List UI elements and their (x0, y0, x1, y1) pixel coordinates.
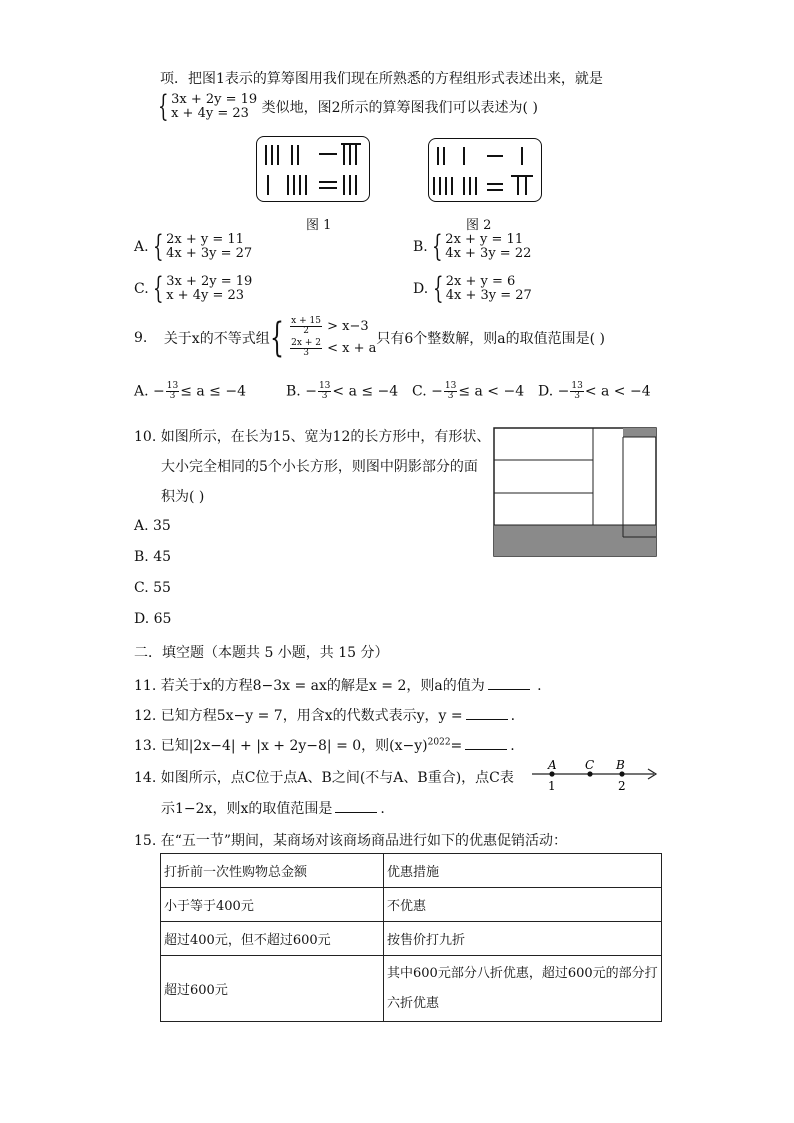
option-pre: − (431, 383, 443, 400)
table-cell: 超过600元 (161, 956, 384, 1022)
q13 (134, 735, 515, 755)
table-header-cell: 打折前一次性购物总金额 (161, 854, 384, 888)
table-cell: 小于等于400元 (161, 888, 384, 922)
table-cell: 按售价打九折 (384, 922, 662, 956)
given-eq1: 3x + 2y = 19 (171, 92, 258, 107)
promotion-table (160, 853, 662, 1022)
table-row (161, 956, 662, 1022)
table-cell: 其中600元部分八折优惠，超过600元的部分打六折优惠 (384, 956, 662, 1022)
tick-2-label: 2 (618, 779, 626, 793)
point-a-label: A (548, 758, 557, 772)
q8-option-b[interactable]: B. { 2x + y = 11 4x + 3y = 22 (413, 229, 532, 264)
counting-rod-figure-2 (428, 138, 542, 202)
option-eq1: 2x + y = 11 (166, 232, 244, 247)
q12 (134, 705, 515, 725)
option-label: D. (413, 281, 429, 297)
ineq1-rest: > x−3 (327, 319, 369, 334)
counting-rod-figure-1 (256, 136, 370, 202)
option-pre: − (305, 383, 317, 400)
option-post: < a ≤ −4 (332, 383, 399, 400)
q14-end: . (380, 801, 385, 817)
option-post: ≤ a < −4 (458, 383, 525, 400)
q9-option-c[interactable] (412, 382, 524, 401)
figure-1-caption: 图 1 (306, 218, 332, 233)
option-den: 3 (574, 391, 580, 401)
q14-number-line (530, 758, 660, 794)
q9-text-after: 只有6个整数解，则a的取值范围是( ) (376, 331, 606, 347)
q10-rectangle-figure (493, 427, 658, 558)
q12-text: 已知方程5x−y = 7，用含x的代数式表示y，y = (160, 708, 463, 724)
q14-text: 如图所示，点C位于点A、B之间(不与A、B重合)，点C表 (160, 770, 514, 786)
q14-number: 14. (134, 770, 157, 786)
ineq1-num: x + 15 (291, 316, 321, 326)
point-b-label: B (616, 758, 625, 772)
option-label: A. (134, 383, 149, 400)
option-den: 3 (169, 391, 176, 401)
q10-line2: 大小完全相同的5个小长方形，则图中阴影部分的面 (161, 459, 478, 475)
option-value: 35 (153, 518, 171, 534)
q10-option-d[interactable] (134, 611, 171, 627)
option-pre: − (153, 383, 165, 400)
q11 (134, 675, 542, 695)
option-label: C. (134, 580, 149, 596)
q9-question: 9. 关于x的不等式组 { $\frac{x + 15}{2}$ > x−3 $\frac{2x + 2}{3}$ < x + a 只有6个整数解，则a的取值范围是( ) (134, 315, 606, 361)
option-post: < a < −4 (584, 383, 651, 400)
q13-text: 已知|2x−4| + |x + 2y−8| = 0，则(x−y) (160, 738, 428, 754)
tick-1-label: 1 (548, 779, 556, 793)
option-eq2: 4x + 3y = 27 (166, 246, 253, 261)
q9-text-before: 关于x的不等式组 (163, 331, 270, 347)
q14-line1 (134, 767, 514, 787)
q12-end: . (510, 708, 516, 724)
q14-text2: 示1−2x，则x的取值范围是 (161, 801, 333, 817)
point-c-label: C (585, 758, 595, 772)
q14-line2 (161, 798, 385, 818)
q11-text: 若关于x的方程8−3x = ax的解是x = 2，则a的值为 (160, 678, 485, 694)
option-value: 45 (153, 549, 172, 565)
q10-line3: 积为( ) (161, 489, 205, 505)
option-eq1: 2x + y = 6 (445, 274, 516, 289)
q13-number: 13. (134, 738, 157, 754)
option-value: 55 (153, 580, 171, 596)
table-cell: 超过400元，但不超过600元 (161, 922, 384, 956)
q15 (134, 830, 567, 850)
q11-answer-blank[interactable] (488, 677, 530, 690)
q8-option-d[interactable]: D. { 2x + y = 6 4x + 3y = 27 (413, 271, 532, 306)
q8-intro-line1: 项．把图1表示的算筹图用我们现在所熟悉的方程组形式表述出来，就是 (160, 71, 603, 87)
option-post: ≤ a ≤ −4 (180, 383, 246, 400)
q9-option-a[interactable] (134, 382, 246, 401)
q8-option-c[interactable]: C. { 3x + 2y = 19 x + 4y = 23 (134, 271, 253, 306)
q10-option-a[interactable] (134, 518, 171, 534)
q10-line1 (134, 426, 490, 446)
option-label: A. (134, 239, 149, 255)
option-num: 13 (318, 381, 331, 391)
option-eq2: x + 4y = 23 (166, 288, 245, 303)
table-row (161, 922, 662, 956)
q10-option-c[interactable] (134, 580, 171, 596)
option-eq1: 2x + y = 11 (445, 232, 524, 247)
q12-number: 12. (134, 708, 157, 724)
option-eq2: 4x + 3y = 22 (445, 246, 532, 261)
option-label: B. (286, 383, 301, 400)
q9-option-d[interactable] (538, 382, 651, 401)
point-a (549, 771, 554, 776)
q15-text: 在“五一节”期间，某商场对该商场商品进行如下的优惠促销活动： (160, 833, 568, 849)
figure-2-caption: 图 2 (466, 218, 492, 233)
q8-given-system: { 3x + 2y = 19 x + 4y = 23 类似地，图2所示的算筹图我们可以表述为( ) (158, 89, 538, 124)
table-row (161, 888, 662, 922)
q13-exponent: 2022 (427, 737, 451, 748)
section-title: 二．填空题（本题共 5 小题，共 15 分） (134, 645, 389, 661)
ineq2-rest: < x + a (327, 341, 377, 356)
given-eq2: x + 4y = 23 (171, 106, 249, 121)
option-label: B. (413, 239, 428, 255)
ineq1-den: 2 (303, 326, 309, 336)
shaded-region-top-right (623, 428, 656, 437)
q9-number: 9. (134, 330, 148, 346)
table-cell: 不优惠 (384, 888, 662, 922)
option-eq1: 3x + 2y = 19 (166, 274, 253, 289)
q11-number: 11. (134, 678, 157, 694)
option-label: C. (412, 383, 427, 400)
option-label: A. (134, 518, 149, 534)
q10-text: 如图所示，在长为15、宽为12的长方形中，有形状、 (160, 429, 491, 445)
q15-number: 15. (134, 833, 157, 849)
option-den: 3 (321, 391, 328, 401)
q13-answer-blank[interactable] (465, 737, 507, 750)
option-label: C. (134, 281, 149, 297)
option-label: B. (134, 549, 149, 565)
q10-option-b[interactable] (134, 549, 171, 565)
q13-end: . (510, 738, 515, 754)
option-label: D. (538, 383, 554, 400)
q14-answer-blank[interactable] (335, 800, 377, 813)
ineq2-den: 3 (303, 348, 309, 358)
table-header-cell: 优惠措施 (384, 854, 662, 888)
option-value: 65 (153, 611, 172, 627)
option-label: D. (134, 611, 150, 627)
point-c (587, 771, 592, 776)
q11-end: . (537, 678, 542, 694)
q8-option-a[interactable]: A. { 2x + y = 11 4x + 3y = 27 (134, 229, 253, 264)
option-num: 13 (444, 381, 457, 391)
ineq2-num: 2x + 2 (291, 338, 321, 348)
q8-intro-line2: 类似地，图2所示的算筹图我们可以表述为( ) (261, 100, 538, 116)
option-eq2: 4x + 3y = 27 (445, 288, 532, 303)
option-pre: − (557, 383, 570, 400)
point-b (619, 771, 624, 776)
q10-number: 10. (134, 429, 157, 445)
shaded-region-bottom (494, 525, 656, 556)
table-row (161, 854, 662, 888)
option-den: 3 (447, 391, 454, 401)
q12-answer-blank[interactable] (466, 707, 508, 720)
q13-equals: = (450, 738, 463, 754)
q9-option-b[interactable] (286, 382, 398, 401)
option-num: 13 (571, 381, 583, 391)
option-num: 13 (166, 381, 179, 391)
